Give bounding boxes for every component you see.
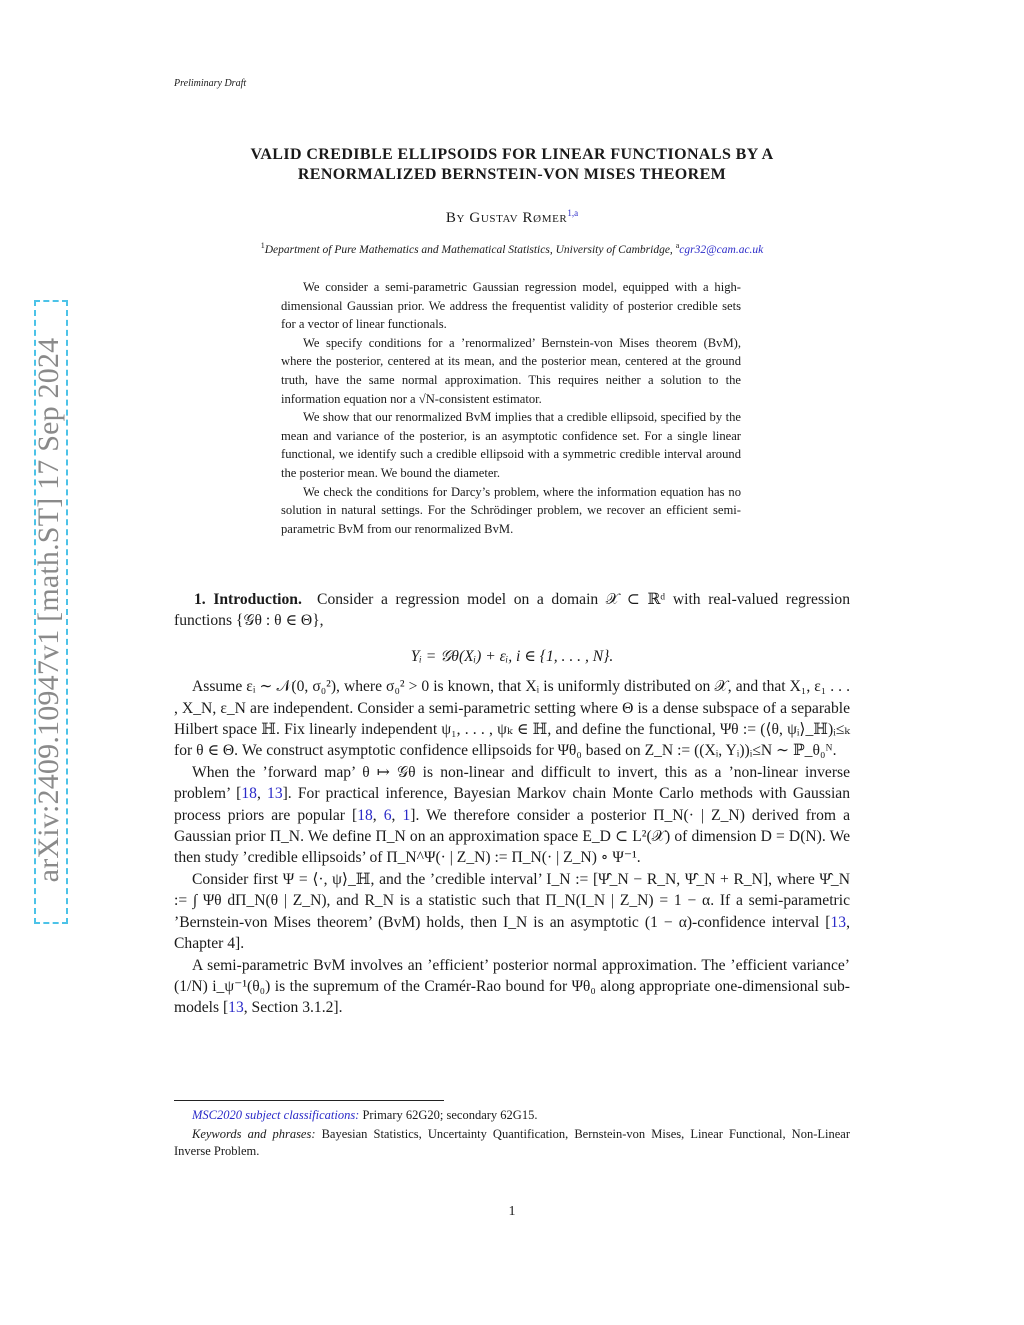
author-name: By Gustav Rømer bbox=[445, 210, 568, 226]
citation-link[interactable]: 1 bbox=[402, 806, 411, 824]
paragraph-text: A semi-parametric BvM involves an ’efficient’ posterior normal approximation. The ’efficient variance’ (1/N) i_ψ⁻¹(θ₀) is the supremum of the Cramér-Rao bound for Ψθ₀ along appropriate one-dimensional sub-models [ bbox=[174, 956, 850, 1017]
paragraph-text: Consider first Ψ = ⟨·, ψ⟩_ℍ, and the ’credible interval’ I_N := [Ψ̂_N − R_N, Ψ̂_N + R_N], where Ψ̂_N := ∫ Ψθ dΠ_N(θ | Z_N), and R_N is a statistic such that Π_N(I_N | Z_N) = 1 − α. If a semi-parametric ’Bernstein-von Mises theorem’ (BvM) holds, then I_N is an asymptotic (1 − α)-confidence interval [ bbox=[174, 870, 850, 931]
citation-link[interactable]: 13 bbox=[830, 913, 847, 931]
inverse-problem-paragraph bbox=[174, 762, 850, 869]
arxiv-identifier[interactable]: arXiv:2409.10947v1 [math.ST] 17 Sep 2024 bbox=[32, 337, 65, 883]
affiliation-department: Department of Pure Mathematics and Mathematical Statistics, University of Cambridge, bbox=[264, 243, 676, 256]
assumptions-paragraph: Assume εᵢ ∼ 𝒩(0, σ₀²), where σ₀² > 0 is known, that Xᵢ is uniformly distributed on 𝒳, and that X₁, ε₁ . . . , X_N, ε_N are independent. Consider a semi-parametric setting where Θ is a dense subspace of a separable Hilbert space ℍ. Fix linearly independent ψ₁, . . . , ψₖ ∈ ℍ, and define the functional, Ψθ := (⟨θ, ψᵢ⟩_ℍ)ᵢ≤ₖ for θ ∈ Θ. We construct asymptotic confidence ellipsoids for Ψθ₀ based on Z_N := ((Xᵢ, Yᵢ))ᵢ≤N ∼ ℙ_θ₀ᴺ. bbox=[174, 678, 850, 760]
paragraph-text: , bbox=[391, 806, 403, 824]
paragraph-text: , bbox=[256, 785, 268, 803]
email-mark: a bbox=[675, 241, 680, 250]
abstract-paragraph: We check the conditions for Darcy’s problem, where the information equation has no solution in natural settings. For the Schrödinger problem, we recover an efficient semi-parametric BvM from our renormalized BvM. bbox=[281, 484, 741, 536]
keywords-footnote bbox=[174, 1126, 850, 1160]
citation-link[interactable]: 6 bbox=[383, 806, 392, 824]
citation-link[interactable]: 13 bbox=[228, 999, 244, 1017]
main-text bbox=[174, 589, 850, 1019]
citation-link[interactable]: 18 bbox=[241, 785, 257, 803]
citation-link[interactable]: 13 bbox=[267, 785, 283, 803]
paragraph-text: ]. For practical inference, Bayesian Markov chain Monte Carlo methods with Gaussian process priors are popular [ bbox=[174, 785, 851, 824]
title-line-1: VALID CREDIBLE ELLIPSOIDS FOR LINEAR FUNCTIONALS BY A bbox=[250, 146, 774, 163]
abstract-paragraph: We specify conditions for a ’renormalized’ Bernstein-von Mises theorem (BvM), where the posterior, centered at its mean, and the posterior mean, centered at the ground truth, have the same normal approximation. This requires neither a solution to the information equation nor a √N-consistent estimator. bbox=[281, 335, 741, 406]
paragraph-text: , Section 3.1.2]. bbox=[243, 999, 343, 1017]
title-line-2: RENORMALIZED BERNSTEIN-VON MISES THEOREM bbox=[297, 166, 727, 183]
affiliation-mark: 1 bbox=[260, 241, 265, 250]
abstract-paragraph: We consider a semi-parametric Gaussian regression model, equipped with a high-dimensional Gaussian prior. We address the frequentist validity of posterior credible sets for a vector of linear functionals. bbox=[281, 280, 741, 332]
keywords-label: Keywords and phrases: bbox=[192, 1127, 316, 1141]
msc-link[interactable]: MSC2020 subject classifications: bbox=[192, 1108, 360, 1122]
footnote-divider bbox=[174, 1100, 444, 1101]
msc-codes: Primary 62G20; secondary 62G15. bbox=[359, 1108, 538, 1122]
author-line bbox=[174, 208, 850, 227]
author-email-link[interactable]: cgr32@cam.ac.uk bbox=[679, 243, 764, 256]
paper-title bbox=[174, 145, 850, 185]
intro-text: Consider a regression model on a domain 𝒳 ⊂ ℝᵈ with real-valued regression functions {𝒢θ : θ ∈ Θ}, bbox=[174, 591, 851, 630]
citation-link[interactable]: 18 bbox=[357, 806, 373, 824]
footnotes bbox=[174, 1107, 850, 1162]
credible-interval-paragraph bbox=[174, 869, 850, 955]
msc-footnote bbox=[174, 1107, 850, 1124]
affiliation bbox=[174, 241, 850, 256]
section-title: Introduction. bbox=[213, 591, 302, 608]
regression-equation: Yᵢ = 𝒢θ(Xᵢ) + εᵢ, i ∈ {1, . . . , N}. bbox=[410, 647, 614, 665]
author-superscript[interactable]: 1,a bbox=[567, 208, 579, 218]
preliminary-draft-label: Preliminary Draft bbox=[174, 78, 247, 89]
paragraph-text: , bbox=[372, 806, 384, 824]
intro-paragraph bbox=[174, 589, 850, 632]
paragraph-text: ]. We therefore consider a posterior Π_N(· | Z_N) derived from a Gaussian prior Π_N. We define Π_N on an approximation space E_D ⊂ L²(𝒳) of dimension D = D(N). We then study ’credible ellipsoids’ of Π_N^Ψ(· | Z_N) := Π_N(· | Z_N) ∘ Ψ⁻¹. bbox=[174, 806, 851, 867]
paragraph-text: When the ’forward map’ θ ↦ 𝒢θ is non-linear and difficult to invert, this as a ’non-linear inverse problem’ [ bbox=[174, 763, 850, 803]
keywords-text: Bayesian Statistics, Uncertainty Quantification, Bernstein-von Mises, Linear Functional, Non-Linear Inverse Problem. bbox=[174, 1127, 850, 1158]
efficient-variance-paragraph bbox=[174, 955, 850, 1019]
abstract-paragraph: We show that our renormalized BvM implies that a credible ellipsoid, specified by the mean and variance of the posterior, is an asymptotic confidence set. For a single linear functional, we identify such a credible ellipsoid with a symmetric credible interval around the posterior mean. We bound the diameter. bbox=[281, 410, 741, 480]
section-number: 1. bbox=[194, 591, 206, 608]
page-number: 1 bbox=[508, 1204, 516, 1219]
paragraph-text: , Chapter 4]. bbox=[174, 913, 850, 953]
abstract bbox=[281, 278, 741, 538]
